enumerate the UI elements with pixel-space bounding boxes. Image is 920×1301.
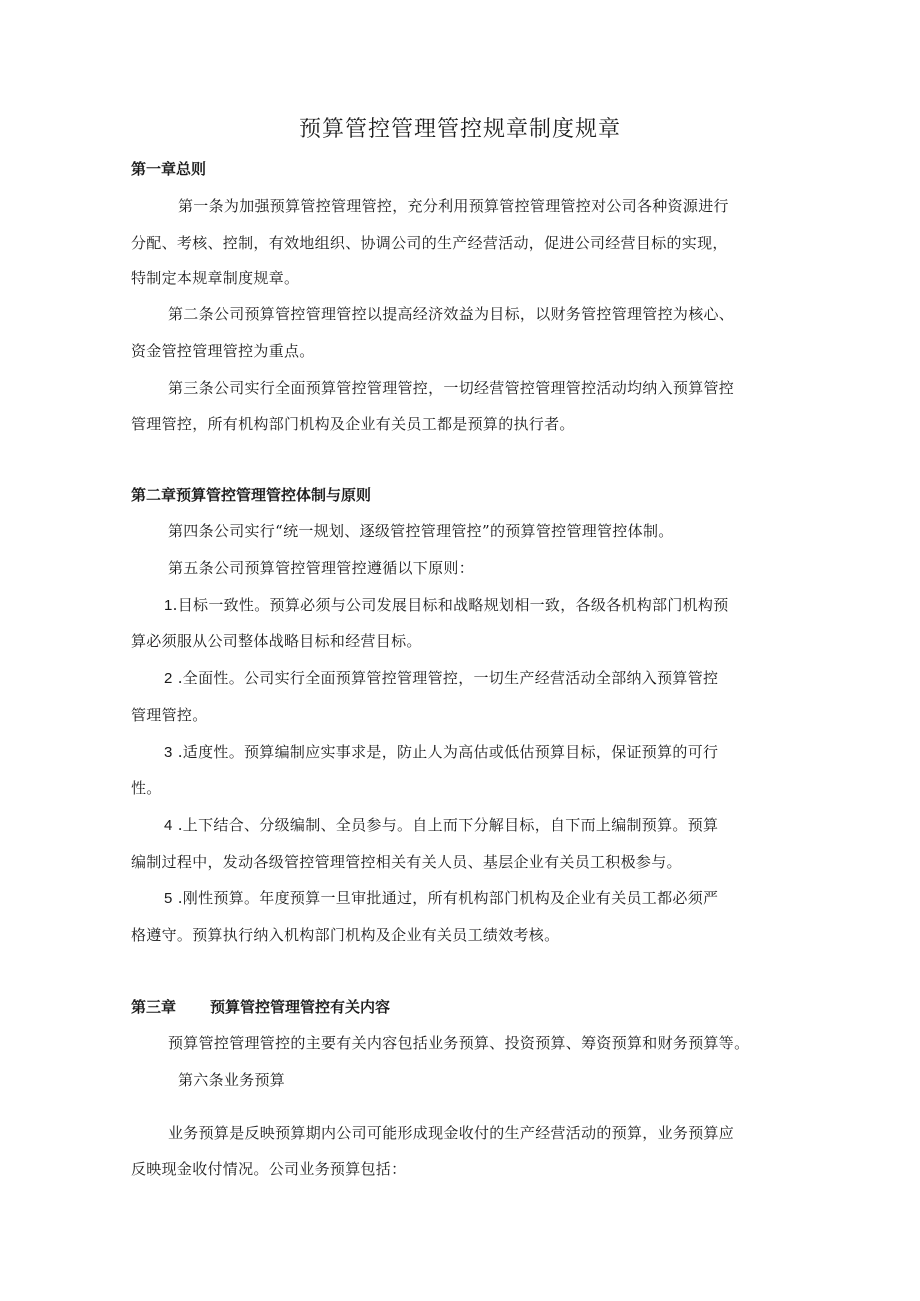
- principle-2-line-2: 管理管控。: [131, 706, 208, 724]
- principle-2-text: .全面性。公司实行全面预算管控管理管控，一切生产经营活动全部纳入预算管控: [172, 669, 719, 687]
- article-3-line-2: 管理管控，所有机构部门机构及企业有关员工都是预算的执行者。: [131, 415, 575, 433]
- principle-1-line-1: [164, 594, 729, 615]
- principle-5-line-1: [164, 887, 718, 908]
- principle-1-line-2: 算必须服从公司整体战略目标和经营目标。: [131, 632, 422, 650]
- article-1-line-3: 特制定本规章制度规章。: [131, 269, 300, 287]
- document-title: 预算管控管理管控规章制度规章: [298, 117, 621, 142]
- principle-4-text: .上下结合、分级编制、全员参与。自上而下分解目标，自下而上编制预算。预算: [172, 816, 719, 834]
- principle-3-text: .适度性。预算编制应实事求是，防止人为高估或低估预算目标，保证预算的可行: [172, 743, 719, 761]
- principle-3-line-1: [164, 741, 718, 762]
- article-2-line-2: 资金管控管理管控为重点。: [131, 342, 315, 360]
- principle-2-line-1: [164, 667, 718, 688]
- article-4-line: 第四条公司实行“统一规划、逐级管控管理管控”的预算管控管理管控体制。: [168, 522, 674, 540]
- chapter-3-title: 预算管控管理管控有关内容: [210, 998, 391, 1016]
- article-5-line: 第五条公司预算管控管理管控遵循以下原则：: [168, 559, 475, 577]
- business-budget-line-2: 反映现金收付情况。公司业务预算包括：: [131, 1160, 407, 1178]
- principle-1-number: 1: [164, 597, 173, 614]
- article-2-line-1: 第二条公司预算管控管理管控以提高经济效益为目标，以财务管控管理管控为核心、: [168, 305, 735, 323]
- principle-4-line-2: 编制过程中，发动各级管控管理管控相关有关人员、基层企业有关员工积极参与。: [131, 853, 682, 871]
- principle-3-number: 3: [164, 744, 173, 761]
- chapter-2-heading: 第二章预算管控管理管控体制与原则: [131, 486, 372, 504]
- article-1-line-1: 第一条为加强预算管控管理管控，充分利用预算管控管理管控对公司各种资源进行: [178, 197, 729, 215]
- principle-4-line-1: [164, 814, 718, 835]
- principle-1-text: .目标一致性。预算必须与公司发展目标和战略规划相一致，各级各机构部门机构预: [172, 596, 729, 614]
- principle-5-line-2: 格遵守。预算执行纳入机构部门机构及企业有关员工绩效考核。: [131, 926, 560, 944]
- chapter-3-intro: 预算管控管理管控的主要有关内容包括业务预算、投资预算、筹资预算和财务预算等。: [168, 1034, 750, 1052]
- principle-2-number: 2: [164, 670, 173, 687]
- principle-5-number: 5: [164, 890, 173, 907]
- article-1-line-2: 分配、考核、控制，有效地组织、协调公司的生产经营活动，促进公司经营目标的实现，: [131, 234, 728, 252]
- principle-4-number: 4: [164, 817, 173, 834]
- article-6-heading: 第六条业务预算: [178, 1071, 286, 1089]
- principle-5-text: .刚性预算。年度预算一旦审批通过，所有机构部门机构及企业有关员工都必须严: [172, 889, 719, 907]
- chapter-1-heading: 第一章总则: [131, 160, 207, 178]
- chapter-3-number: 第三章: [131, 998, 177, 1016]
- chapter-3-heading: [131, 996, 390, 1017]
- business-budget-line-1: 业务预算是反映预算期内公司可能形成现金收付的生产经营活动的预算，业务预算应: [168, 1124, 735, 1142]
- article-3-line-1: 第三条公司实行全面预算管控管理管控，一切经营管控管理管控活动均纳入预算管控: [168, 379, 735, 397]
- principle-3-line-2: 性。: [131, 779, 162, 797]
